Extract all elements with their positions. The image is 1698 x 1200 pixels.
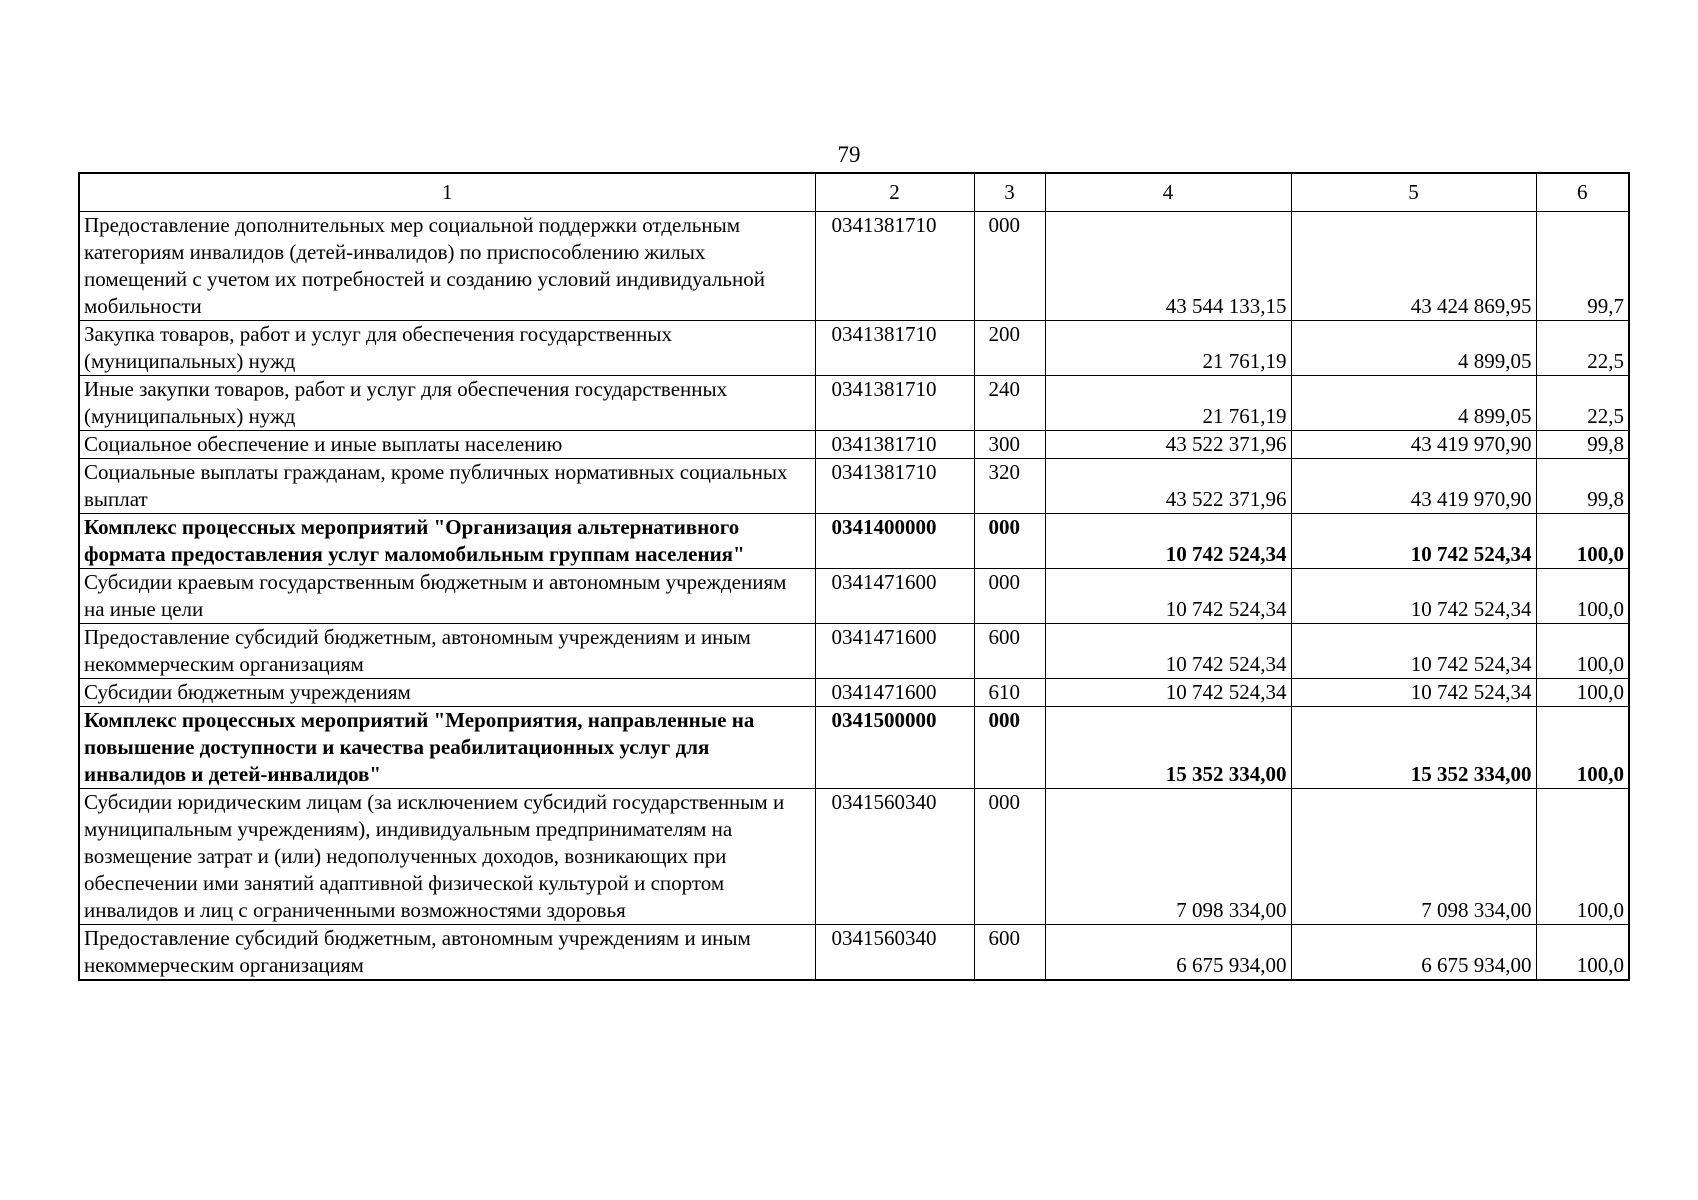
cell-expense-type: 600	[974, 624, 1045, 679]
cell-actual-amount: 4 899,05	[1291, 321, 1536, 376]
cell-percent: 22,5	[1536, 376, 1629, 431]
cell-expense-type: 000	[974, 569, 1045, 624]
cell-actual-amount: 43 424 869,95	[1291, 212, 1536, 321]
table-row	[79, 431, 1629, 459]
cell-actual-amount: 10 742 524,34	[1291, 679, 1536, 707]
cell-planned-amount: 43 522 371,96	[1045, 459, 1291, 514]
cell-planned-amount: 6 675 934,00	[1045, 925, 1291, 981]
cell-actual-amount: 43 419 970,90	[1291, 459, 1536, 514]
cell-target-code: 0341471600	[815, 569, 974, 624]
cell-actual-amount: 7 098 334,00	[1291, 789, 1536, 925]
table-row	[79, 789, 1629, 925]
table-row	[79, 459, 1629, 514]
cell-description: Субсидии бюджетным учреждениям	[79, 679, 815, 707]
cell-expense-type: 000	[974, 707, 1045, 789]
cell-actual-amount: 10 742 524,34	[1291, 514, 1536, 569]
column-header: 3	[974, 173, 1045, 212]
cell-description: Предоставление субсидий бюджетным, автономным учреждениям и иным некоммерческим организациям	[79, 624, 815, 679]
cell-description: Социальное обеспечение и иные выплаты населению	[79, 431, 815, 459]
cell-planned-amount: 10 742 524,34	[1045, 679, 1291, 707]
cell-expense-type: 300	[974, 431, 1045, 459]
cell-expense-type: 000	[974, 789, 1045, 925]
cell-percent: 99,7	[1536, 212, 1629, 321]
cell-target-code: 0341381710	[815, 431, 974, 459]
cell-planned-amount: 21 761,19	[1045, 321, 1291, 376]
table-row	[79, 925, 1629, 981]
cell-actual-amount: 10 742 524,34	[1291, 624, 1536, 679]
table-row	[79, 624, 1629, 679]
cell-expense-type: 600	[974, 925, 1045, 981]
column-header: 5	[1291, 173, 1536, 212]
cell-planned-amount: 15 352 334,00	[1045, 707, 1291, 789]
cell-actual-amount: 15 352 334,00	[1291, 707, 1536, 789]
cell-expense-type: 610	[974, 679, 1045, 707]
cell-target-code: 0341500000	[815, 707, 974, 789]
budget-table-body	[79, 173, 1629, 980]
table-row	[79, 569, 1629, 624]
cell-target-code: 0341381710	[815, 321, 974, 376]
cell-target-code: 0341381710	[815, 212, 974, 321]
cell-planned-amount: 7 098 334,00	[1045, 789, 1291, 925]
cell-percent: 99,8	[1536, 459, 1629, 514]
cell-percent: 100,0	[1536, 707, 1629, 789]
column-header: 6	[1536, 173, 1629, 212]
cell-percent: 100,0	[1536, 679, 1629, 707]
column-header: 2	[815, 173, 974, 212]
cell-expense-type: 320	[974, 459, 1045, 514]
table-row	[79, 707, 1629, 789]
cell-description: Предоставление дополнительных мер социальной поддержки отдельным категориям инвалидов (детей-инвалидов) по приспособлению жилых помещений с учетом их потребностей и созданию условий индивидуальной мобильности	[79, 212, 815, 321]
cell-target-code: 0341400000	[815, 514, 974, 569]
cell-expense-type: 000	[974, 212, 1045, 321]
column-header: 4	[1045, 173, 1291, 212]
cell-percent: 100,0	[1536, 624, 1629, 679]
cell-description: Комплекс процессных мероприятий "Организация альтернативного формата предоставления услуг маломобильным группам населения"	[79, 514, 815, 569]
cell-percent: 22,5	[1536, 321, 1629, 376]
cell-target-code: 0341381710	[815, 376, 974, 431]
cell-expense-type: 200	[974, 321, 1045, 376]
cell-actual-amount: 6 675 934,00	[1291, 925, 1536, 981]
cell-actual-amount: 43 419 970,90	[1291, 431, 1536, 459]
cell-description: Закупка товаров, работ и услуг для обеспечения государственных (муниципальных) нужд	[79, 321, 815, 376]
cell-percent: 100,0	[1536, 789, 1629, 925]
cell-planned-amount: 10 742 524,34	[1045, 514, 1291, 569]
cell-percent: 100,0	[1536, 569, 1629, 624]
cell-expense-type: 000	[974, 514, 1045, 569]
table-row	[79, 321, 1629, 376]
cell-percent: 99,8	[1536, 431, 1629, 459]
cell-description: Иные закупки товаров, работ и услуг для обеспечения государственных (муниципальных) нужд	[79, 376, 815, 431]
page-number: 79	[837, 142, 861, 167]
cell-description: Субсидии краевым государственным бюджетным и автономным учреждениям на иные цели	[79, 569, 815, 624]
cell-planned-amount: 43 544 133,15	[1045, 212, 1291, 321]
cell-planned-amount: 43 522 371,96	[1045, 431, 1291, 459]
table-row	[79, 679, 1629, 707]
column-header: 1	[79, 173, 815, 212]
cell-description: Предоставление субсидий бюджетным, автономным учреждениям и иным некоммерческим организациям	[79, 925, 815, 981]
cell-planned-amount: 10 742 524,34	[1045, 624, 1291, 679]
cell-percent: 100,0	[1536, 925, 1629, 981]
cell-target-code: 0341560340	[815, 789, 974, 925]
table-row	[79, 514, 1629, 569]
cell-actual-amount: 10 742 524,34	[1291, 569, 1536, 624]
cell-expense-type: 240	[974, 376, 1045, 431]
table-row	[79, 212, 1629, 321]
cell-target-code: 0341560340	[815, 925, 974, 981]
cell-planned-amount: 21 761,19	[1045, 376, 1291, 431]
table-header-row	[79, 173, 1629, 212]
cell-description: Субсидии юридическим лицам (за исключением субсидий государственным и муниципальным учреждениям), индивидуальным предпринимателям на возмещение затрат и (или) недополученных доходов, возникающих при обеспечении ими занятий адаптивной физической культурой и спортом инвалидов и лиц с ограниченными возможностями здоровья	[79, 789, 815, 925]
cell-target-code: 0341471600	[815, 624, 974, 679]
cell-planned-amount: 10 742 524,34	[1045, 569, 1291, 624]
budget-table	[78, 172, 1630, 981]
cell-target-code: 0341471600	[815, 679, 974, 707]
cell-target-code: 0341381710	[815, 459, 974, 514]
table-row	[79, 376, 1629, 431]
cell-actual-amount: 4 899,05	[1291, 376, 1536, 431]
cell-percent: 100,0	[1536, 514, 1629, 569]
cell-description: Социальные выплаты гражданам, кроме публичных нормативных социальных выплат	[79, 459, 815, 514]
cell-description: Комплекс процессных мероприятий "Мероприятия, направленные на повышение доступности и качества реабилитационных услуг для инвалидов и детей-инвалидов"	[79, 707, 815, 789]
